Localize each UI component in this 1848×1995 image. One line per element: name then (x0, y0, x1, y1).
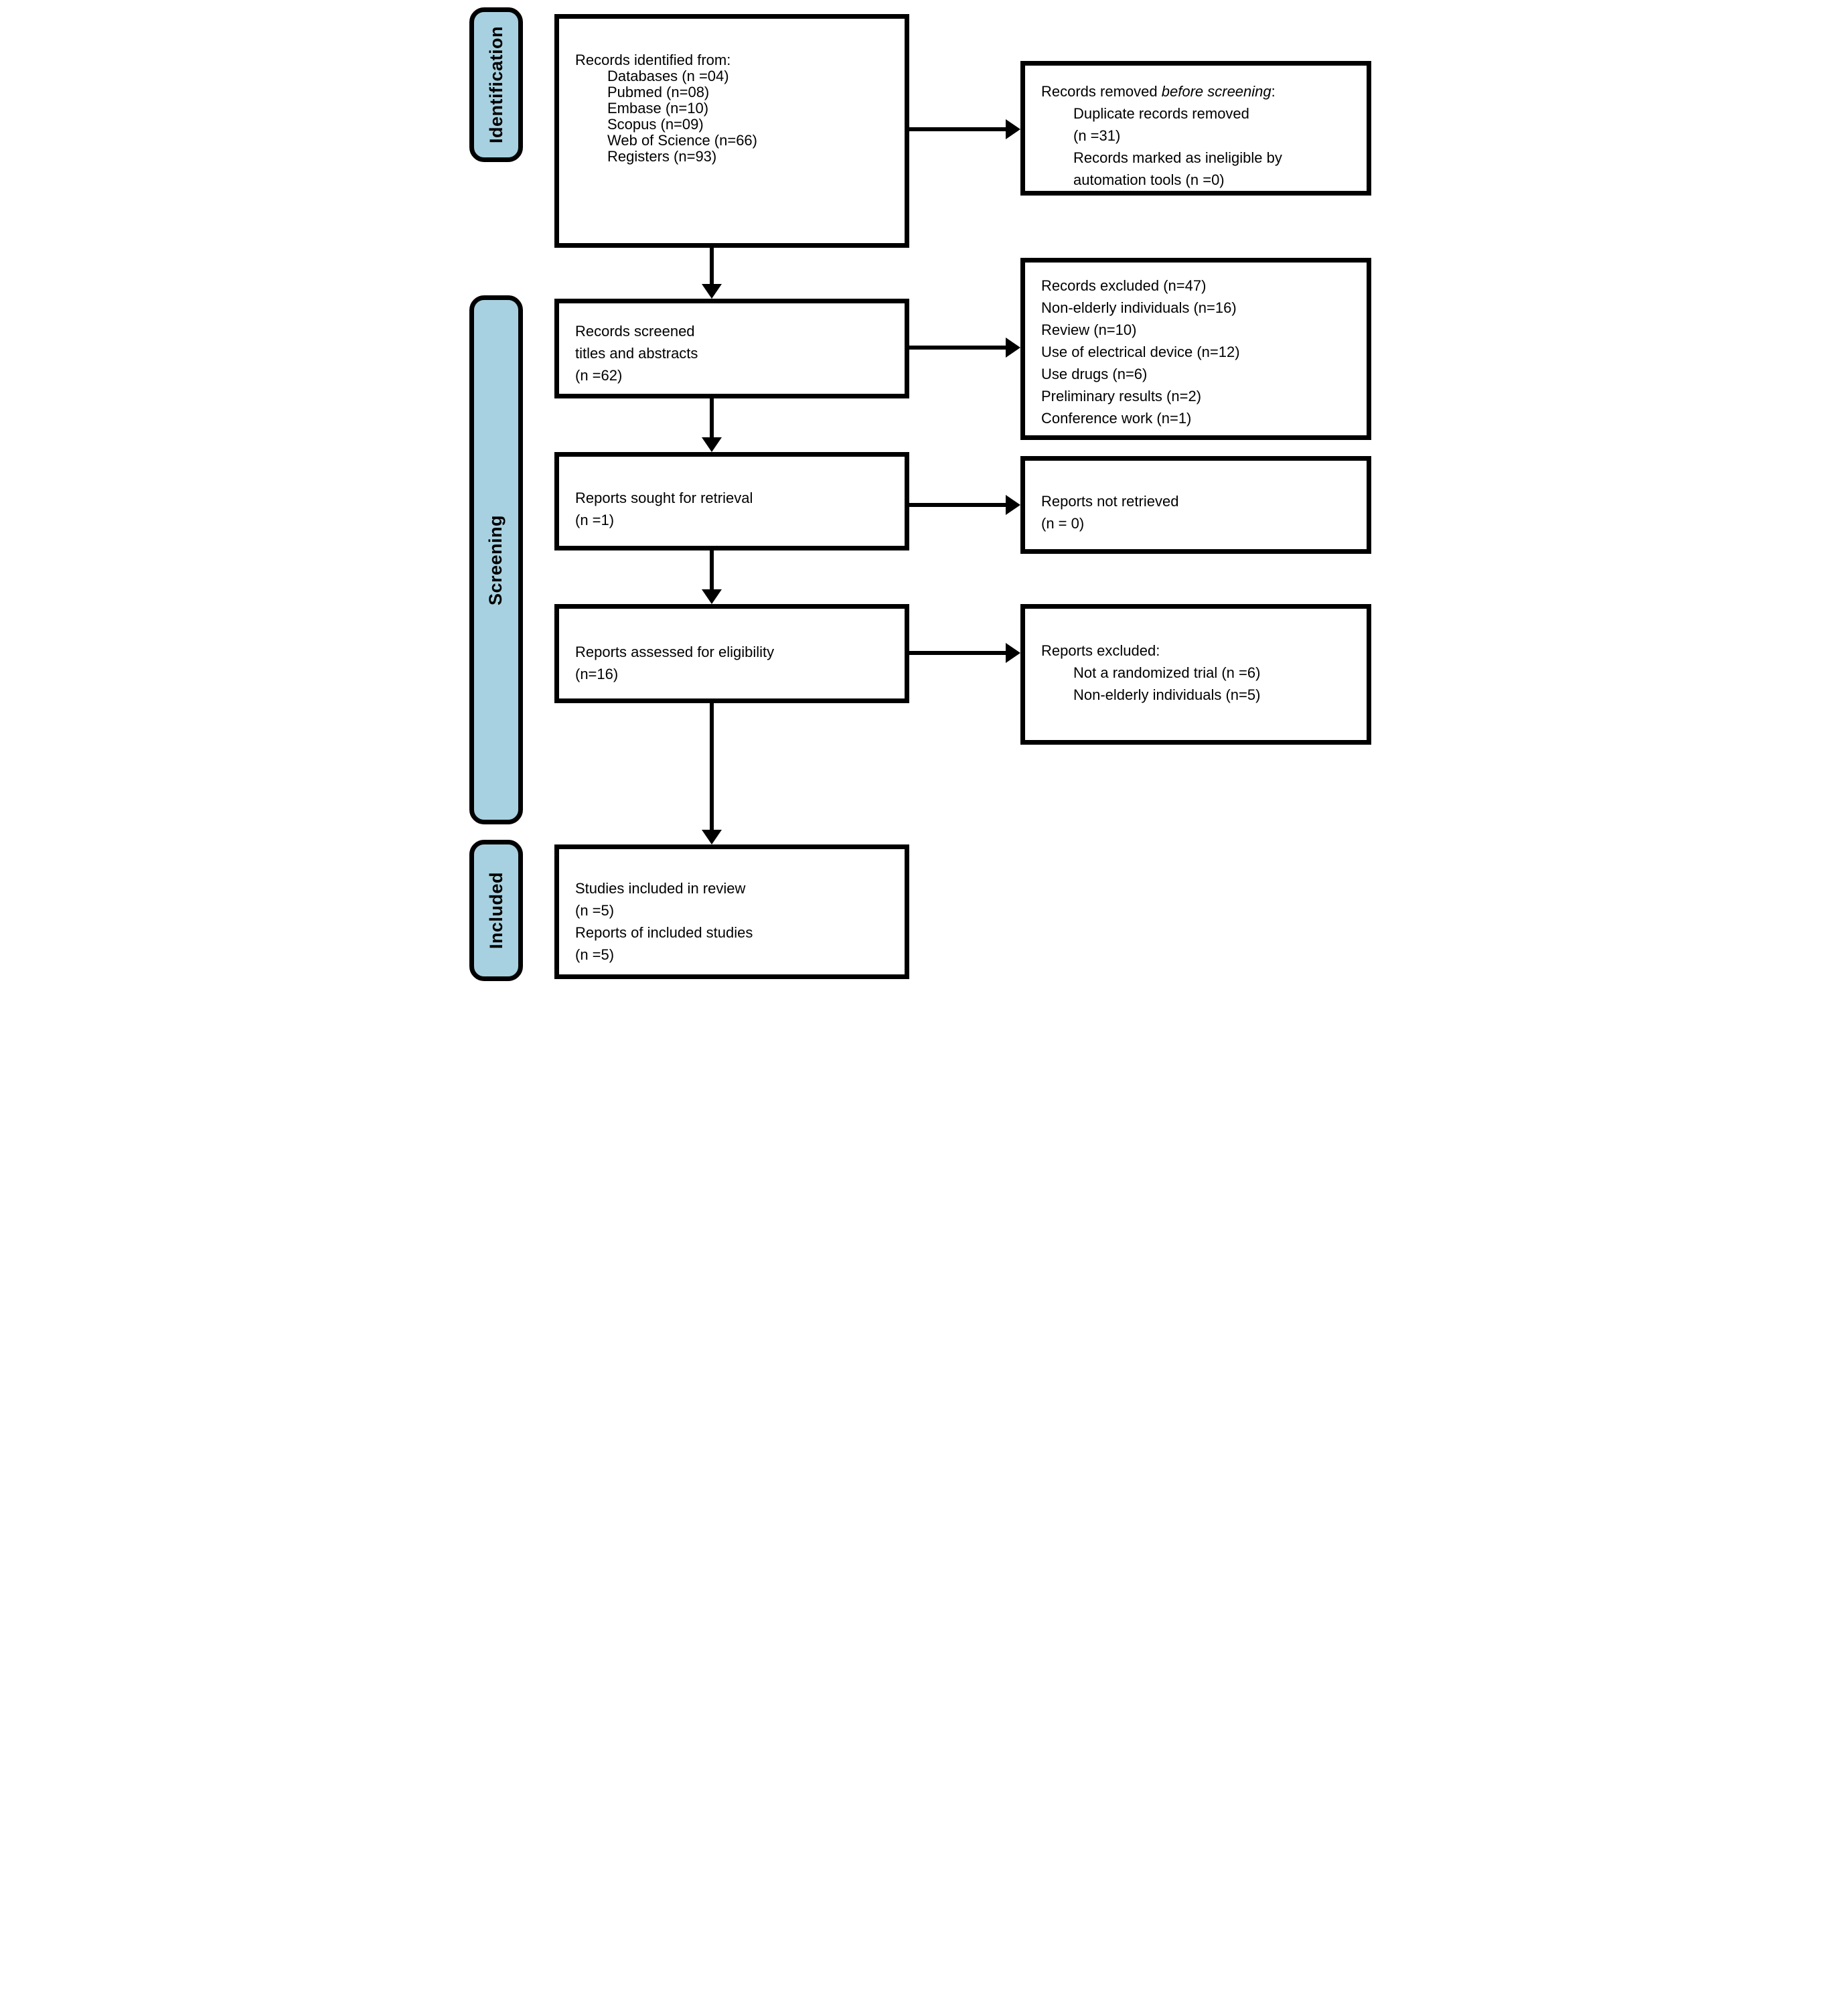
arrow-line (905, 651, 1006, 655)
box-records-identified (554, 14, 909, 248)
arrow-line (710, 394, 714, 437)
box-line: Non-elderly individuals (n=16) (1041, 299, 1237, 316)
stage-band-included (469, 840, 523, 981)
box-reports-excluded (1020, 604, 1371, 745)
box-line: Use of electrical device (n=12) (1041, 344, 1240, 360)
box-line: (n =5) (575, 902, 615, 919)
arrowhead-down-icon (702, 437, 722, 452)
box-line: Records screened (575, 323, 695, 340)
box-line: Non-elderly individuals (n=5) (1073, 686, 1261, 703)
box-line-text: : (1271, 83, 1276, 100)
box-line: Scopus (n=09) (607, 116, 704, 133)
arrowhead-down-icon (702, 284, 722, 299)
prisma-flow-diagram (462, 0, 1386, 998)
box-line: Pubmed (n=08) (607, 84, 710, 100)
box-line: Records marked as ineligible by (1073, 149, 1282, 166)
arrow-line (710, 699, 714, 830)
arrow-line (905, 127, 1006, 131)
box-line: Web of Science (n=66) (607, 132, 757, 149)
box-line: Reports sought for retrieval (575, 490, 753, 506)
box-line: Records identified from: (575, 52, 731, 68)
box-line: Conference work (n=1) (1041, 410, 1192, 427)
arrowhead-right-icon (1006, 643, 1020, 663)
arrowhead-right-icon (1006, 119, 1020, 139)
box-line: Preliminary results (n=2) (1041, 388, 1202, 404)
box-line: Embase (n=10) (607, 100, 709, 117)
box-line: (n=16) (575, 666, 619, 682)
arrowhead-right-icon (1006, 338, 1020, 358)
box-line: Reports assessed for eligibility (575, 644, 775, 660)
box-line-italic-text: before screening (1161, 83, 1272, 100)
box-records-excluded (1020, 258, 1371, 440)
box-records-screened (554, 299, 909, 398)
box-line: (n =62) (575, 367, 623, 384)
box-line: titles and abstracts (575, 345, 698, 362)
arrowhead-right-icon (1006, 495, 1020, 515)
arrow-line (905, 503, 1006, 507)
box-line: (n =31) (1073, 127, 1121, 144)
arrow-line (710, 546, 714, 589)
box-line: (n =1) (575, 512, 615, 528)
box-studies-included (554, 844, 909, 979)
box-reports-sought (554, 452, 909, 550)
box-line: Registers (n=93) (607, 148, 717, 165)
box-line: Reports excluded: (1041, 642, 1160, 659)
box-line: Not a randomized trial (n =6) (1073, 664, 1261, 681)
box-line: (n =5) (575, 946, 615, 963)
box-line: Studies included in review (575, 880, 746, 897)
box-line: Reports of included studies (575, 924, 753, 941)
box-line (1041, 80, 1361, 102)
box-line: automation tools (n =0) (1073, 171, 1225, 188)
box-line: Duplicate records removed (1073, 105, 1249, 122)
box-line: (n = 0) (1041, 515, 1085, 532)
arrowhead-down-icon (702, 589, 722, 604)
stage-band-identification (469, 7, 523, 162)
box-line: Records excluded (n=47) (1041, 277, 1207, 294)
arrow-line (905, 346, 1006, 350)
stage-band-screening (469, 295, 523, 824)
box-reports-assessed (554, 604, 909, 703)
box-line: Review (n=10) (1041, 321, 1137, 338)
box-line: Reports not retrieved (1041, 493, 1179, 510)
box-line: Databases (n =04) (607, 68, 729, 84)
stage-label-screening: Screening (485, 514, 506, 605)
arrowhead-down-icon (702, 830, 722, 844)
box-reports-not-retrieved (1020, 456, 1371, 554)
stage-label-identification: Identification (485, 26, 506, 143)
box-records-removed (1020, 61, 1371, 196)
stage-label-included: Included (485, 871, 506, 950)
arrow-line (710, 244, 714, 284)
box-line: Use drugs (n=6) (1041, 366, 1148, 382)
box-line-text: Records removed (1041, 83, 1162, 100)
